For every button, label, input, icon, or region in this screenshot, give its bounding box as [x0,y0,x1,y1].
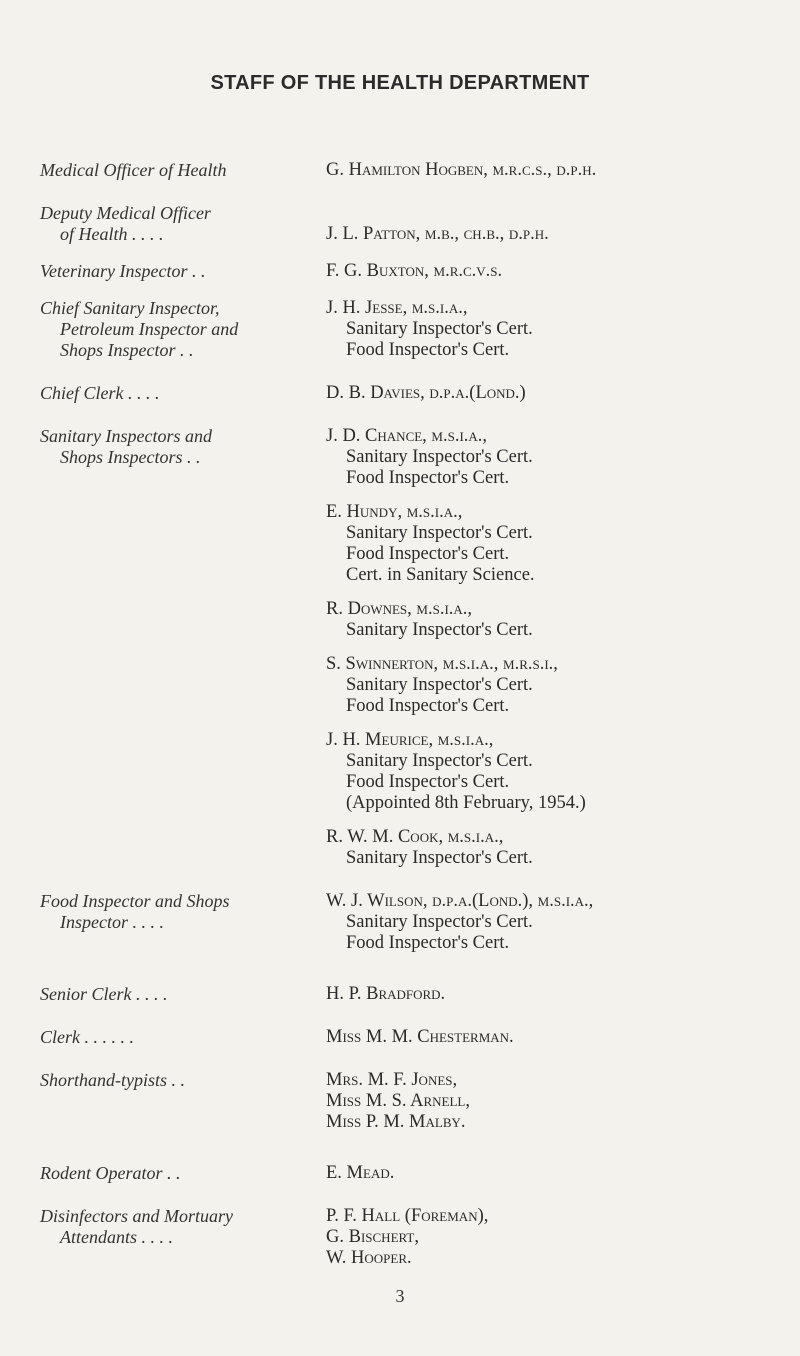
staff-role [40,891,312,933]
person-credential: Food Inspector's Cert. [346,468,510,488]
person-credential: Sanitary Inspector's Cert. [346,319,533,339]
person-name: S. Swinnerton, m.s.i.a., m.r.s.i., [326,654,558,674]
person-name: Miss P. M. Malby. [326,1112,466,1132]
staff-role [40,1163,312,1184]
person-credential: Food Inspector's Cert. [346,544,510,564]
role-line: Inspector . . . . [60,912,164,932]
staff-people [312,160,780,181]
staff-people [312,1070,780,1133]
role-line: Rodent Operator . . [40,1163,181,1183]
staff-role [40,383,312,404]
role-line: Chief Sanitary Inspector, [40,298,220,318]
staff-role [40,984,312,1005]
staff-people [312,298,780,361]
staff-people [312,261,780,282]
staff-people [312,203,780,245]
staff-person [326,891,780,954]
person-name: H. P. Bradford. [326,984,446,1004]
staff-role [40,203,312,245]
person-credential: Food Inspector's Cert. [346,340,510,360]
person-credential: Sanitary Inspector's Cert. [346,912,533,932]
person-name: R. Downes, m.s.i.a., [326,599,473,619]
staff-person [326,502,780,586]
person-credential: Sanitary Inspector's Cert. [346,447,533,467]
staff-person [326,827,780,869]
staff-person [326,261,780,282]
staff-entry [40,1070,780,1133]
staff-role [40,426,312,468]
page-title: STAFF OF THE HEALTH DEPARTMENT [210,72,590,94]
staff-entry [40,160,780,181]
staff-person [326,654,780,717]
role-line: Food Inspector and Shops [40,891,230,911]
staff-entry [40,984,780,1005]
role-line: Shops Inspector . . [60,340,194,360]
person-credential: Cert. in Sanitary Science. [346,565,535,585]
person-name: Miss M. M. Chesterman. [326,1027,514,1047]
person-credential: Sanitary Inspector's Cert. [346,523,533,543]
staff-entry [40,1163,780,1184]
role-line: Shorthand-typists . . [40,1070,186,1090]
person-credential: Sanitary Inspector's Cert. [346,751,533,771]
person-credential: (Appointed 8th February, 1954.) [346,793,586,813]
person-credential: Sanitary Inspector's Cert. [346,675,533,695]
role-line: Senior Clerk . . . . [40,984,168,1004]
person-credential: Food Inspector's Cert. [346,772,510,792]
staff-person [326,1027,780,1048]
staff-entry [40,298,780,361]
person-name: D. B. Davies, d.p.a.(Lond.) [326,383,526,403]
role-line: Medical Officer of Health [40,160,227,180]
person-name: W. Hooper. [326,1248,412,1268]
person-name: F. G. Buxton, m.r.c.v.s. [326,261,503,281]
person-name: R. W. M. Cook, m.s.i.a., [326,827,504,847]
role-line: Clerk . . . . . . [40,1027,134,1047]
person-credential: Sanitary Inspector's Cert. [346,620,533,640]
staff-person [326,599,780,641]
staff-person [326,1206,780,1269]
role-line: Veterinary Inspector . . [40,261,206,281]
role-line: Disinfectors and Mortuary [40,1206,233,1226]
staff-people [312,891,780,954]
role-line: Sanitary Inspectors and [40,426,212,446]
staff-entry [40,383,780,404]
person-name: G. Bischert, [326,1227,419,1247]
staff-person [326,730,780,814]
person-credential: Food Inspector's Cert. [346,696,510,716]
role-line: of Health . . . . [60,224,164,244]
staff-person [326,383,780,404]
staff-role [40,1027,312,1048]
staff-person [326,160,780,181]
person-name: J. H. Jesse, m.s.i.a., [326,298,468,318]
staff-role [40,160,312,181]
role-line: Attendants . . . . [60,1227,173,1247]
role-line: Petroleum Inspector and [60,319,239,339]
staff-people [312,426,780,869]
person-name: J. L. Patton, m.b., ch.b., d.p.h. [326,224,549,244]
staff-entry [40,891,780,954]
staff-person [326,1163,780,1184]
role-line: Chief Clerk . . . . [40,383,160,403]
staff-people [312,1206,780,1269]
staff-person [326,224,780,245]
staff-person [326,984,780,1005]
staff-entry [40,1027,780,1048]
staff-role [40,298,312,361]
person-name: E. Mead. [326,1163,395,1183]
staff-entry [40,1206,780,1269]
person-name: E. Hundy, m.s.i.a., [326,502,463,522]
person-name: G. Hamilton Hogben, m.r.c.s., d.p.h. [326,160,597,180]
person-name: J. D. Chance, m.s.i.a., [326,426,488,446]
person-name: Mrs. M. F. Jones, [326,1070,458,1090]
person-name: J. H. Meurice, m.s.i.a., [326,730,494,750]
staff-people [312,383,780,404]
person-name: W. J. Wilson, d.p.a.(Lond.), m.s.i.a., [326,891,594,911]
staff-entry [40,426,780,869]
person-name: Miss M. S. Arnell, [326,1091,470,1111]
staff-entry [40,203,780,245]
staff-role [40,1070,312,1091]
page-number: 3 [395,1286,405,1306]
staff-person [326,298,780,361]
role-line: Shops Inspectors . . [60,447,201,467]
staff-people [312,984,780,1005]
staff-person [326,426,780,489]
staff-role [40,1206,312,1248]
person-credential: Food Inspector's Cert. [346,933,510,953]
person-credential: Sanitary Inspector's Cert. [346,848,533,868]
staff-list [40,160,780,1269]
staff-person [326,1070,780,1133]
staff-entry [40,261,780,282]
staff-role [40,261,312,282]
staff-people [312,1163,780,1184]
person-name: P. F. Hall (Foreman), [326,1206,489,1226]
role-line: Deputy Medical Officer [40,203,211,223]
staff-people [312,1027,780,1048]
